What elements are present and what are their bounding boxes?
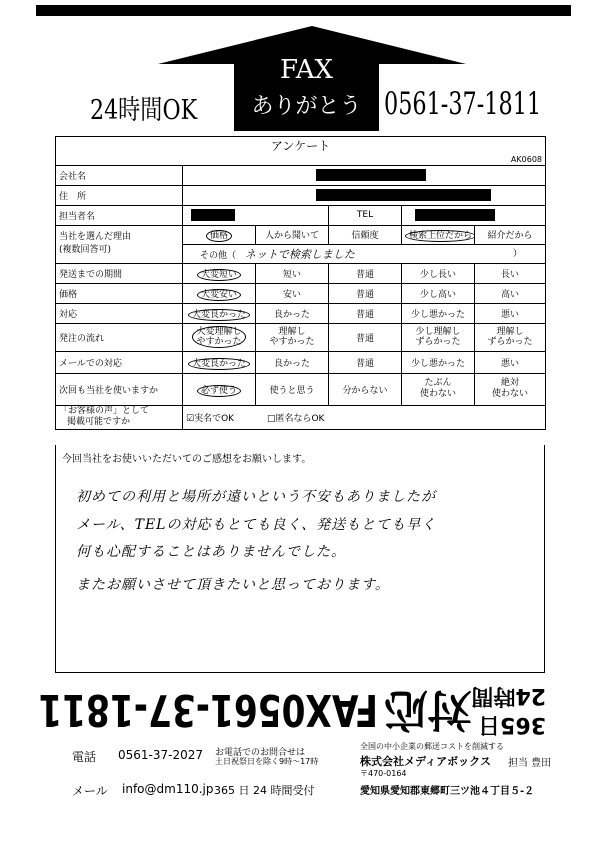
footer-address: 愛知県愛知郡東郷町三ツ池４丁目５-２ [360,786,535,797]
footer-company: 株式会社メディアボックス [360,755,492,768]
redaction-bar [316,169,426,181]
company-field [183,165,546,185]
survey-title: アンケート [56,137,546,155]
reason-option: 価格 [183,225,256,244]
footer-tel-hours: 土日祝祭日を除く9時〜17時 [215,757,319,766]
rating-row: 対応 大変良かった 良かった 普通 少し悪かった 悪い [56,303,546,323]
comment-line: メール、TELの対応もとても良く、発送もとても早く [76,517,437,533]
flipped-line-b: 24時間 [471,683,546,708]
comment-label: 今回当社をお使いいただいてのご感想をお願いします。 [62,454,312,465]
reason-option: 紹介だから [475,225,546,244]
footer-rep: 担当 豊田 [508,758,552,769]
reason-option: 人から聞いて [256,225,329,244]
reason-label: 当社を選んだ理由 (複数回答可) [56,225,183,263]
footer-postal: 〒470-0164 [360,769,407,778]
footer-mail-note: 365 日 24 時間受付 [214,784,315,797]
hours-label: 24時間OK [90,95,198,126]
footer-tagline: 全国の中小企業の郵送コストを削減する [360,742,504,751]
footer-tel-number: 0561-37-2027 [118,748,204,762]
address-field [183,185,546,205]
fax-label: FAX [279,55,334,85]
redaction-bar [415,209,495,221]
address-label: 住 所 [56,185,183,205]
comment-line: 初めての利用と場所が遠いという不安もありましたが [76,489,436,505]
thanks-label: ありがとう [251,94,362,119]
voice-option-anonymous: □匿名ならOK [266,413,325,424]
company-label: 会社名 [56,165,183,185]
rating-row: 発注の流れ 大変理解し やすかった 理解し やすかった 普通 少し理解し ずらかった 理解し ずらかった [56,323,546,351]
voice-options [183,405,546,429]
redaction-bar [191,209,235,221]
voice-option-real-name: ☑実名でOK [186,413,235,424]
comment-line: 何も心配することはありませんでした。 [76,544,346,560]
rating-row: 発送までの期間 大変短い 短い 普通 少し長い 長い [56,263,546,283]
flipped-taiou: 対応 [384,684,472,735]
tel-label: TEL [329,205,402,225]
redaction-bar [316,189,491,201]
rating-row: 次回も当社を使いますか 必ず使う 使うと思う 分からない たぶん 使わない 絶対 使わない [56,373,546,405]
top-black-bar [36,5,571,16]
tel-field [402,205,546,225]
reason-option: 信頼度 [329,225,402,244]
upside-down-fax-banner [38,680,546,738]
comment-line: またお願いさせて頂きたいと思っております。 [76,577,390,593]
flipped-fax-text: FAX0561-37-1811 [38,684,378,735]
form-code: AK0608 [56,154,546,165]
rating-row: 価格 大変安い 安い 普通 少し高い 高い [56,283,546,303]
footer-mail-address[interactable]: info@dm110.jp [122,782,214,796]
reason-other-handwriting: ネットで検索しました [244,247,355,261]
survey-table [55,136,546,430]
footer-tel-note: お電話でのお問合せは [215,748,306,758]
reason-option: 検索上位だから [402,225,475,244]
rating-row: メールでの対応 大変良かった 良かった 普通 少し悪かった 悪い [56,351,546,373]
person-field [183,205,329,225]
fax-number: 0561-37-1811 [384,86,542,122]
reason-other: その他（ ネットで検索しました ） [183,244,546,263]
person-label: 担当者名 [56,205,183,225]
footer-mail-label: メール [72,784,108,798]
voice-label: 「お客様の声」として 掲載可能ですか [56,405,183,429]
flipped-line-a: 365日 [478,712,546,737]
footer-tel-label: 電話 [72,750,97,764]
